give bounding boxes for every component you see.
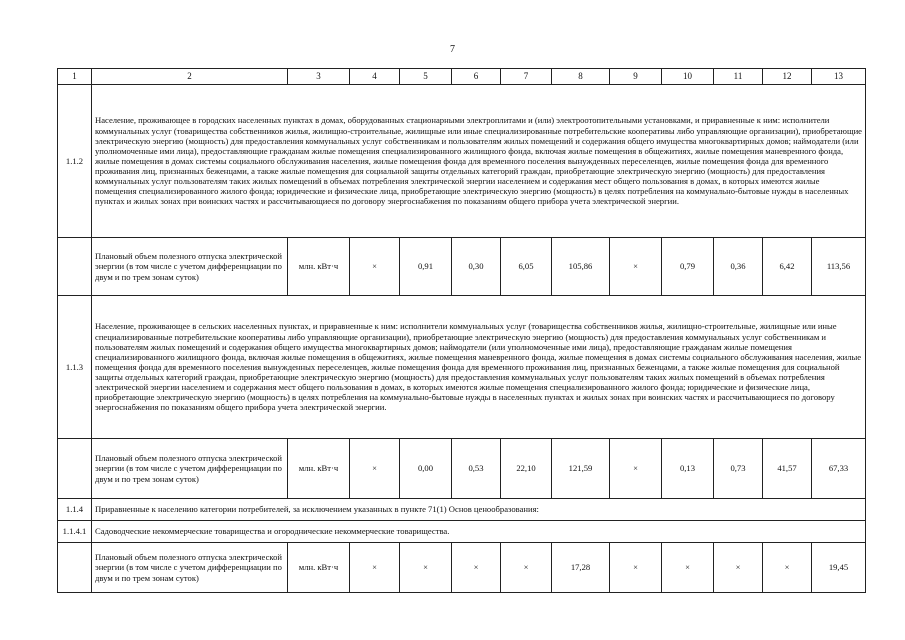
value-cell: 22,10 — [501, 439, 552, 499]
value-cell: × — [610, 543, 662, 593]
value-cell: × — [662, 543, 714, 593]
value-cell: × — [714, 543, 763, 593]
value-cell: 17,28 — [552, 543, 610, 593]
value-cell: × — [610, 238, 662, 296]
value-cell: 41,57 — [763, 439, 812, 499]
table-row — [58, 238, 866, 296]
col-header: 7 — [501, 69, 552, 85]
value-cell: 0,30 — [452, 238, 501, 296]
col-header: 5 — [400, 69, 452, 85]
row-code: 1.1.4.1 — [58, 521, 92, 543]
row-description: Население, проживающее в городских населенных пунктах в домах, оборудованных стационарными электроплитами и (или) электроотопительными установками, и приравненные к ним: исполнители коммунальных услуг (товарищества собственников жилья, жилищно-строительные, жилищные или иные специализированные потребительские кооперативы либо управляющие организации), приобретающие электрическую энергию (мощность) для предоставления коммунальных услуг собственникам и пользователям жилых помещений и содержания общего имущества многоквартирных домов; наймодатели (или уполномоченные ими лица), предоставляющие гражданам жилые помещения специализированного жилищного фонда, включая жилые помещения в общежитиях, жилые помещения маневренного фонда, жилые помещения в домах системы социального обслуживания населения, жилые помещения фонда для временного поселения вынужденных переселенцев, жилые помещения фонда для временного проживания лиц, признанных беженцами, а также жилые помещения для социальной защиты отдельных категорий граждан, приобретающие электрическую энергию (мощность) для предоставления коммунальных услуг пользователям таких жилых помещений в объемах потребления электрической энергии населением и содержания мест общего пользования в домах, в которых имеются жилые помещения специализированного жилого фонда; юридические и физические лица, приобретающие электрическую энергию (мощность) в целях потребления на коммунально-бытовые нужды в населенных пунктах и жилых зонах при воинских частях и рассчитывающиеся по договору энергоснабжения по показаниям общего прибора учета электрической энергии. — [92, 85, 866, 238]
value-cell: × — [400, 543, 452, 593]
unit-cell: млн. кВт·ч — [288, 238, 350, 296]
unit-cell: млн. кВт·ч — [288, 439, 350, 499]
row-code: 1.1.4 — [58, 499, 92, 521]
col-header: 13 — [812, 69, 866, 85]
value-cell: × — [350, 543, 400, 593]
page-number: 7 — [450, 44, 455, 55]
row-label: Плановый объем полезного отпуска электрической энергии (в том числе с учетом дифференциации по двум и по трем зонам суток) — [92, 439, 288, 499]
col-header: 4 — [350, 69, 400, 85]
value-cell: × — [763, 543, 812, 593]
value-cell: × — [350, 439, 400, 499]
value-cell: 6,05 — [501, 238, 552, 296]
value-cell: 0,91 — [400, 238, 452, 296]
value-cell: 0,00 — [400, 439, 452, 499]
value-cell: × — [501, 543, 552, 593]
col-header: 12 — [763, 69, 812, 85]
value-cell: 67,33 — [812, 439, 866, 499]
col-header: 3 — [288, 69, 350, 85]
row-code: 1.1.3 — [58, 296, 92, 439]
col-header: 11 — [714, 69, 763, 85]
value-cell: 113,56 — [812, 238, 866, 296]
value-cell: 0,36 — [714, 238, 763, 296]
value-cell: × — [452, 543, 501, 593]
value-cell: × — [610, 439, 662, 499]
row-description: Население, проживающее в сельских населенных пунктах, и приравненные к ним: исполнители коммунальных услуг (товарищества собственников жилья, жилищно-строительные, жилищные или иные специализированные потребительские кооперативы либо управляющие организации), приобретающие электрическую энергию (мощность) для предоставления коммунальных услуг собственникам и пользователям жилых помещений и содержания общего имущества многоквартирных домов; наймодатели (или уполномоченные ими лица), предоставляющие гражданам жилые помещения специализированного жилищного фонда, включая жилые помещения в общежитиях, жилые помещения маневренного фонда, жилые помещения в домах системы социального обслуживания населения, жилые помещения фонда для временного поселения вынужденных переселенцев, жилые помещения фонда для временного проживания лиц, признанных беженцами, а также жилые помещения для социальной защиты отдельных категорий граждан, приобретающие электрическую энергию (мощность) для предоставления коммунальных услуг пользователям таких жилых помещений в объемах потребления электрической энергии населением и содержания мест общего пользования в домах, в которых имеются жилые помещения специализированного жилого фонда; юридические и физические лица, приобретающие электрическую энергию (мощность) в целях потребления на коммунально-бытовые нужды в населенных пунктах и жилых зонах при воинских частях и рассчитывающиеся по договору энергоснабжения по показаниям общего прибора учета электрической энергии. — [92, 296, 866, 439]
row-code: 1.1.2 — [58, 85, 92, 238]
col-header: 8 — [552, 69, 610, 85]
row-description: Садоводческие некоммерческие товарищества и огороднические некоммерческие товарищества. — [92, 521, 866, 543]
col-header: 6 — [452, 69, 501, 85]
value-cell: 0,73 — [714, 439, 763, 499]
value-cell: 19,45 — [812, 543, 866, 593]
table-row — [58, 543, 866, 593]
value-cell: 0,53 — [452, 439, 501, 499]
col-header: 2 — [92, 69, 288, 85]
row-label: Плановый объем полезного отпуска электрической энергии (в том числе с учетом дифференциации по двум и по трем зонам суток) — [92, 543, 288, 593]
header-row — [58, 69, 866, 85]
value-cell: 121,59 — [552, 439, 610, 499]
table-row — [58, 439, 866, 499]
table-row — [58, 85, 866, 238]
col-header: 1 — [58, 69, 92, 85]
unit-cell: млн. кВт·ч — [288, 543, 350, 593]
table-row — [58, 499, 866, 521]
value-cell: 0,79 — [662, 238, 714, 296]
value-cell: × — [350, 238, 400, 296]
table-row — [58, 521, 866, 543]
col-header: 9 — [610, 69, 662, 85]
row-description: Приравненные к населению категории потребителей, за исключением указанных в пункте 71(1) Основ ценообразования: — [92, 499, 866, 521]
value-cell: 0,13 — [662, 439, 714, 499]
col-header: 10 — [662, 69, 714, 85]
tariff-table — [57, 68, 866, 593]
value-cell: 105,86 — [552, 238, 610, 296]
value-cell: 6,42 — [763, 238, 812, 296]
table-row — [58, 296, 866, 439]
row-label: Плановый объем полезного отпуска электрической энергии (в том числе с учетом дифференциации по двум и по трем зонам суток) — [92, 238, 288, 296]
